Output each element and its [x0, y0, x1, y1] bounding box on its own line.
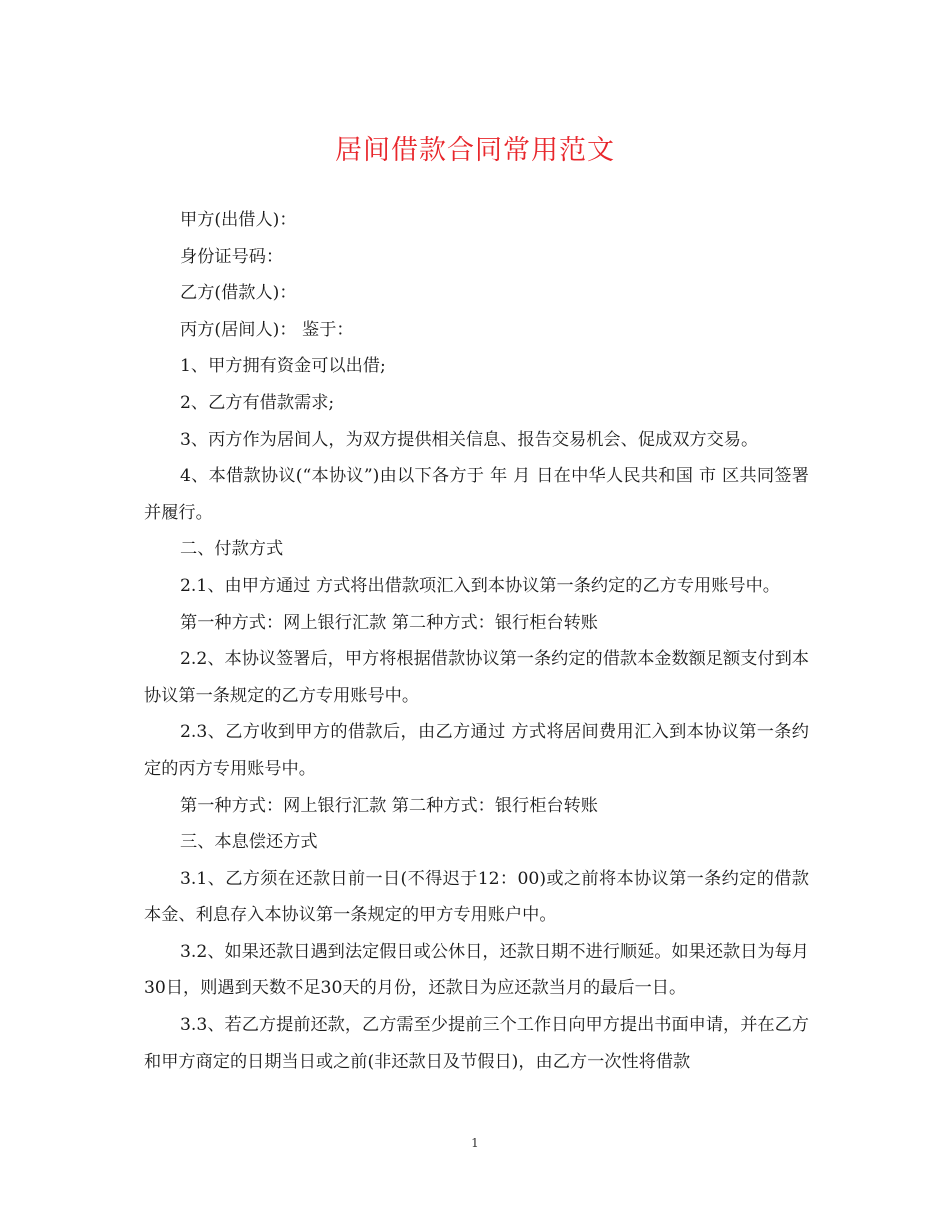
document-body [144, 202, 809, 1080]
paragraph: 3.1、乙方须在还款日前一日(不得迟于12：00)或之前将本协议第一条约定的借款本金、利息存入本协议第一条规定的甲方专用账户中。 [144, 868, 809, 926]
paragraph: 3.3、若乙方提前还款，乙方需至少提前三个工作日向甲方提出书面申请，并在乙方和甲方商定的日期当日或之前(非还款日及节假日)，由乙方一次性将借款 [144, 1015, 809, 1072]
paragraph: 3.2、如果还款日遇到法定假日或公休日，还款日期不进行顺延。如果还款日为每月30日，则遇到天数不足30天的月份，还款日为应还款当月的最后一日。 [144, 941, 809, 999]
paragraph: 丙方(居间人)： 鉴于： [180, 319, 354, 340]
paragraph: 2.3、乙方收到甲方的借款后，由乙方通过 方式将居间费用汇入到本协议第一条约定的丙方专用账号中。 [144, 722, 809, 779]
paragraph: 1、甲方拥有资金可以出借; [180, 356, 386, 377]
paragraph: 3、丙方作为居间人，为双方提供相关信息、报告交易机会、促成双方交易。 [180, 429, 759, 450]
document-title: 居间借款合同常用范文 [335, 135, 615, 166]
paragraph: 2、乙方有借款需求; [180, 392, 335, 413]
paragraph: 甲方(出借人)： [180, 210, 297, 230]
section-heading: 三、本息偿还方式 [180, 832, 318, 853]
paragraph: 2.2、本协议签署后，甲方将根据借款协议第一条约定的借款本金数额足额支付到本协议第一条规定的乙方专用账号中。 [144, 649, 809, 706]
paragraph: 第一种方式：网上银行汇款 第二种方式：银行柜台转账 [180, 612, 598, 633]
paragraph: 身份证号码： [180, 246, 284, 267]
page-number: 1 [471, 1136, 479, 1150]
paragraph: 4、本借款协议(“本协议”)由以下各方于 年 月 日在中华人民共和国 市 区共同签署并履行。 [144, 466, 809, 523]
section-heading: 二、付款方式 [180, 539, 284, 560]
paragraph: 乙方(借款人)： [180, 283, 297, 304]
paragraph: 第一种方式：网上银行汇款 第二种方式：银行柜台转账 [180, 795, 598, 816]
paragraph: 2.1、由甲方通过 方式将出借款项汇入到本协议第一条约定的乙方专用账号中。 [180, 575, 780, 596]
